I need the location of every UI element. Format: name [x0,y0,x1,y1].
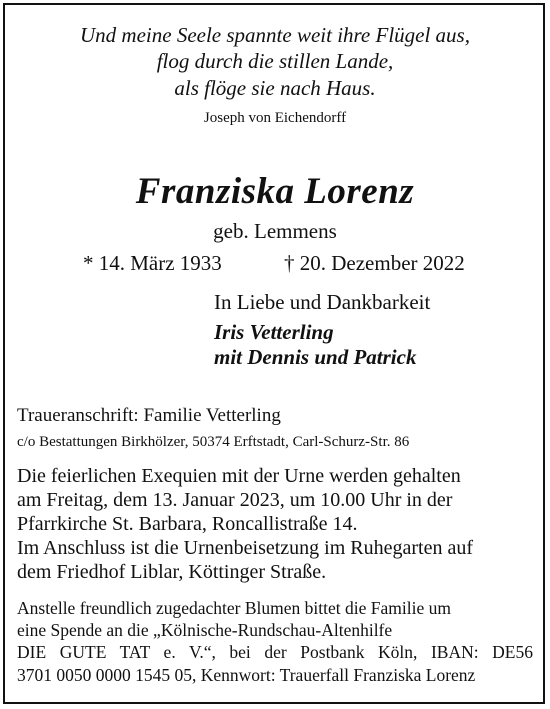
birth-date: * 14. März 1933 [83,251,222,275]
service-line-3: Pfarrkirche St. Barbara, Roncallistraße 14. [17,513,358,535]
address-title: Traueranschrift: Familie Vetterling [17,405,281,426]
service-line-4: Im Anschluss ist die Urnenbeisetzung im Ruhegarten auf [17,537,474,559]
poem-line-1: Und meine Seele spannte weit ihre Flügel aus, [80,23,470,47]
address-line: c/o Bestattungen Birkhölzer, 50374 Erftstadt, Carl-Schurz-Str. 86 [17,434,410,450]
donation-line-2: eine Spende an die „Kölnische-Rundschau-Altenhilfe [17,620,393,640]
donation-line-3: DIE GUTE TAT e. V.“, bei der Postbank Köln, IBAN: DE56 [17,642,533,662]
mourner-name-1: Iris Vetterling [214,320,334,344]
service-line-5: dem Friedhof Liblar, Köttinger Straße. [17,561,327,583]
service-line-2: am Freitag, dem 13. Januar 2023, um 10.00 Uhr in der [17,489,453,511]
birth-name: geb. Lemmens [213,219,337,243]
deceased-name: Franziska Lorenz [135,171,415,212]
mourner-name-2: mit Dennis und Patrick [214,345,417,369]
poem-author: Joseph von Eichendorff [203,110,347,126]
poem-line-3: als flöge sie nach Haus. [174,76,376,100]
donation-line-1: Anstelle freundlich zugedachter Blumen bittet die Familie um [17,598,451,618]
donation-line-4: 3701 0050 0000 1545 05, Kennwort: Trauerfall Franziska Lorenz [17,665,476,685]
poem-line-2: flog durch die stillen Lande, [156,49,394,73]
service-line-1: Die feierlichen Exequien mit der Urne werden gehalten [17,465,461,487]
death-date: † 20. Dezember 2022 [284,251,465,275]
mourners-intro: In Liebe und Dankbarkeit [214,290,431,314]
